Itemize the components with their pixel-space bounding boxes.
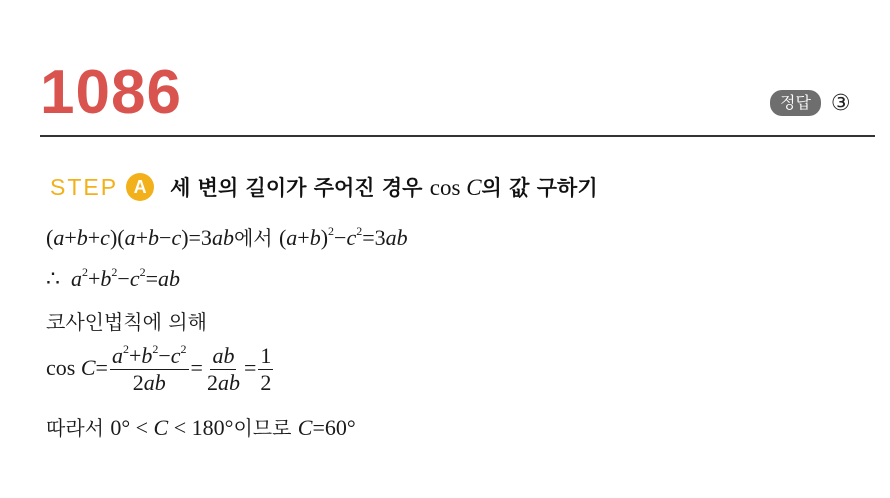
equation-result: ∴ $a^2+b^2-c^2=ab$: [46, 265, 181, 291]
step-label: STEP: [50, 173, 119, 200]
solution-line-5: [46, 412, 356, 441]
solution-line-1: [46, 222, 408, 251]
solution-line-4: [46, 344, 275, 395]
header-divider: [40, 135, 875, 137]
step-title-suffix: 의 값 구하기: [481, 176, 598, 200]
conclusion-text-b: 이므로: [233, 416, 298, 440]
cos-expression: cos C= $\frac{a^2+b^2-c^2}{2ab}$ = $\frac{ab}{2ab}$ = $\frac{1}{2}$: [46, 342, 272, 395]
law-of-cosines-text: 코사인법칙에 의해: [46, 310, 207, 334]
problem-number: 1086: [40, 58, 182, 127]
conclusion-text-a: 따라서: [46, 416, 111, 440]
answer-area: [770, 90, 851, 116]
answer-value: ③: [830, 90, 851, 116]
equation-given: (a+b+c)(a+b−c)=3ab: [46, 225, 234, 250]
final-angle: C=60°: [297, 415, 356, 440]
solution-line-2: [46, 266, 180, 292]
step-letter-badge: A: [126, 173, 154, 201]
fraction-1: $\frac{a^2+b^2-c^2}{2ab}$: [111, 342, 187, 395]
connector-text: 에서: [233, 226, 279, 250]
angle-range: 0° < C < 180°: [110, 415, 234, 440]
step-title-text: 세 변의 길이가 주어진 경우: [170, 176, 430, 200]
step-heading: [50, 172, 598, 202]
fraction-3: $\frac{1}{2}$: [260, 343, 272, 395]
step-title-math: cos C: [429, 175, 482, 200]
step-title: [170, 172, 598, 202]
solution-line-3: [46, 306, 207, 335]
answer-badge: 정답: [770, 90, 821, 116]
equation-expanded: $(a+b)^2-c^2=3ab$: [278, 224, 408, 250]
fraction-2: $\frac{ab}{2ab}$: [206, 343, 240, 395]
